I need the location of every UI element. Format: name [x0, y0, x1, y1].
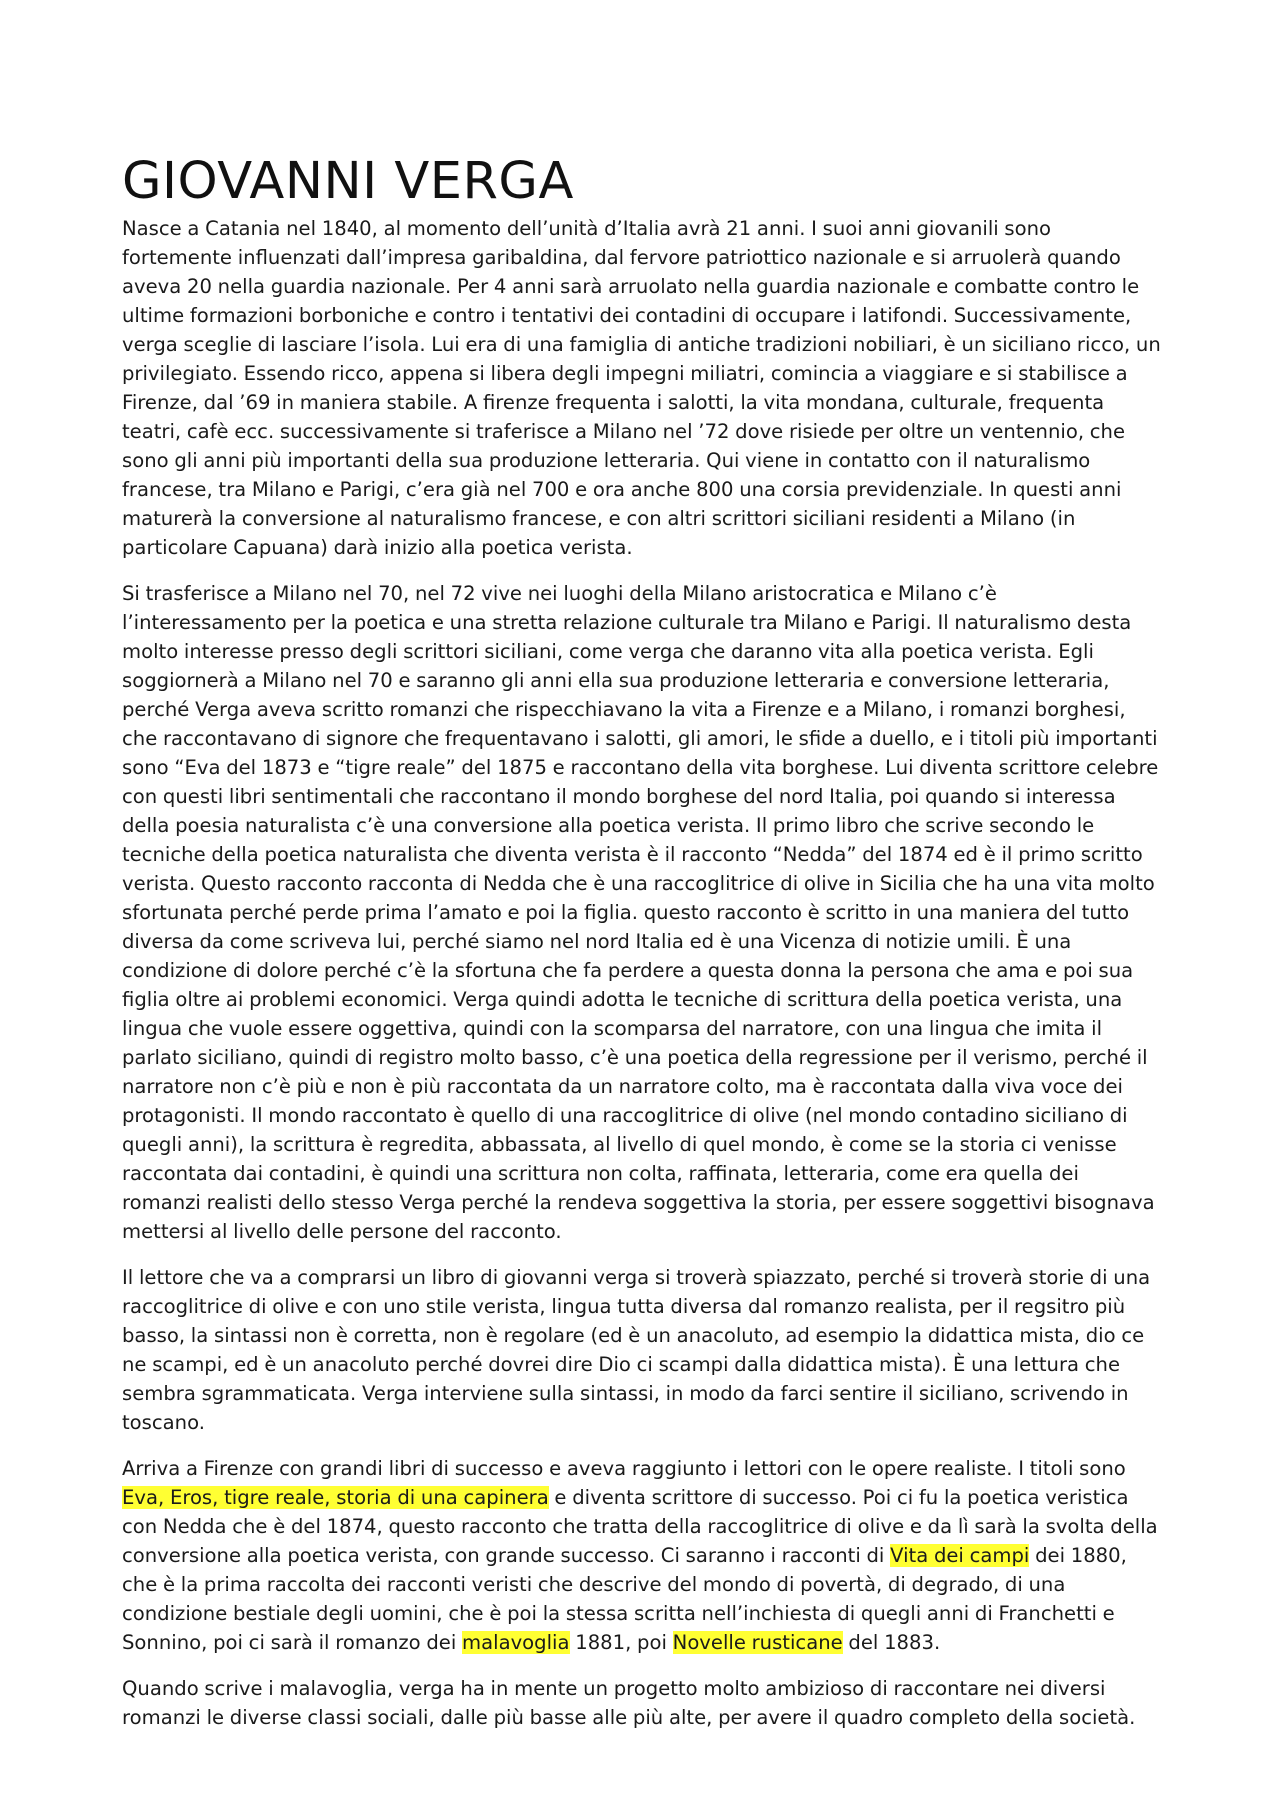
paragraph — [122, 579, 1162, 1246]
paragraph-text: Si trasferisce a Milano nel 70, nel 72 vive nei luoghi della Milano aristocratica e Milano c’è l’interessamento per la poetica e una stretta relazione culturale tra Milano e Parigi. Il naturalismo desta molto interesse presso degli scrittori siciliani, come verga che daranno vita alla poetica verista. Egli soggiornerà a Milano nel 70 e saranno gli anni ella sua produzione letteraria e conversione letteraria, perché Verga aveva scritto romanzi che rispecchiavano la vita a Firenze e a Milano, i romanzi borghesi, che raccontavano di signore che frequentavano i salotti, gli amori, le sfide a duello, e i titoli più importanti sono “Eva del 1873 e “tigre reale” del 1875 e raccontano della vita borghese. Lui diventa scrittore celebre con questi libri sentimentali che raccontano il mondo borghese del nord Italia, poi quando si interessa della poesia naturalista c’è una conversione alla poetica verista. Il primo libro che scrive secondo le tecniche della poetica naturalista che diventa verista è il racconto “Nedda” del 1874 ed è il primo scritto verista. Questo racconto racconta di Nedda che è una raccoglitrice di olive in Sicilia che ha una vita molto sfortunata perché perde prima l’amato e poi la figlia. questo racconto è scritto in una maniera del tutto diversa da come scriveva lui, perché siamo nel nord Italia ed è una Vicenza di notizie umili. È una condizione di dolore perché c’è la sfortuna che fa perdere a questa donna la persona che ama e poi sua figlia oltre ai problemi economici. Verga quindi adotta le tecniche di scrittura della poetica verista, una lingua che vuole essere oggettiva, quindi con la scomparsa del narratore, con una lingua che imita il parlato siciliano, quindi di registro molto basso, c’è una poetica della regressione per il verismo, perché il narratore non c’è più e non è più raccontata da un narratore colto, ma è raccontata dalla viva voce dei protagonisti. Il mondo raccontato è quello di una raccoglitrice di olive (nel mondo contadino siciliano di quegli anni), la scrittura è regredita, abbassata, al livello di quel mondo, è come se la storia ci venisse raccontata dai contadini, è quindi una scrittura non colta, raffinata, letteraria, come era quella dei romanzi realisti dello stesso Verga perché la rendeva soggettiva la storia, per essere soggettivi bisognava mettersi al livello delle persone del racconto. — [122, 582, 1159, 1243]
paragraph-text: Nasce a Catania nel 1840, al momento dell’unità d’Italia avrà 21 anni. I suoi anni giovanili sono fortemente influenzati dall’impresa garibaldina, dal fervore patriottico nazionale e si arruolerà quando aveva 20 nella guardia nazionale. Per 4 anni sarà arruolato nella guardia nazionale e combatte contro le ultime formazioni borboniche e contro i tentativi dei contadini di occupare i latifondi. Successivamente, verga sceglie di lasciare l’isola. Lui era di una famiglia di antiche tradizioni nobiliari, è un siciliano ricco, un privilegiato. Essendo ricco, appena si libera degli impegni miliatri, comincia a viaggiare e si stabilisce a Firenze, dal ’69 in maniera stabile. A firenze frequenta i salotti, la vita mondana, culturale, frequenta teatri, cafè ecc. successivamente si traferisce a Milano nel ’72 dove risiede per oltre un ventennio, che sono gli anni più importanti della sua produzione letteraria. Qui viene in contatto con il naturalismo francese, tra Milano e Parigi, c’era già nel 700 e ora anche 800 una corsia previdenziale. In questi anni maturerà la conversione al naturalismo francese, e con altri scrittori siciliani residenti a Milano (in particolare Capuana) darà inizio alla poetica verista. — [122, 217, 1161, 559]
paragraph — [122, 1454, 1162, 1657]
paragraph — [122, 214, 1162, 562]
paragraph — [122, 1263, 1162, 1437]
paragraph-text: Il lettore che va a comprarsi un libro di giovanni verga si troverà spiazzato, perché si troverà storie di una raccoglitrice di olive e con uno stile verista, lingua tutta diversa dal romanzo realista, per il regsitro più basso, la sintassi non è corretta, non è regolare (ed è un anacoluto, ad esempio la didattica mista, dio ce ne scampi, ed è un anacoluto perché dovrei dire Dio ci scampi dalla didattica mista). È una lettura che sembra sgrammaticata. Verga interviene sulla sintassi, in modo da farci sentire il siciliano, scrivendo in toscano. — [122, 1266, 1151, 1434]
paragraph-container — [122, 214, 1162, 1732]
paragraph-text: dei 1880, che è la prima raccolta dei racconti veristi che descrive del mondo di povertà, di degrado, di una condizione bestiale degli uomini, che è poi la stessa scritta nell’inchiesta di quegli anni di Franchetti e Sonnino, poi ci sarà il romanzo dei — [122, 1544, 1127, 1654]
document-body — [122, 150, 1162, 1749]
paragraph — [122, 1674, 1162, 1732]
paragraph-text: del 1883. — [842, 1631, 941, 1654]
paragraph-text: e diventa scrittore di successo. Poi ci fu la poetica veristica con Nedda che è del 1874, questo racconto che tratta della raccoglitrice di olive e da lì sarà la svolta della conversione alla poetica verista, con grande successo. Ci saranno i racconti di — [122, 1486, 1158, 1567]
highlighted-text: Eva, Eros, tigre reale, storia di una capinera — [122, 1486, 549, 1509]
paragraph-text: Quando scrive i malavoglia, verga ha in mente un progetto molto ambizioso di raccontare nei diversi romanzi le diverse classi sociali, dalle più basse alle più alte, per avere il quadro completo della società. — [122, 1677, 1136, 1729]
highlighted-text: malavoglia — [462, 1631, 570, 1654]
highlighted-text: Vita dei campi — [890, 1544, 1030, 1567]
document-title: GIOVANNI VERGA — [122, 152, 574, 211]
highlighted-text: Novelle rusticane — [672, 1631, 843, 1654]
paragraph-text: Arriva a Firenze con grandi libri di successo e aveva raggiunto i lettori con le opere realiste. I titoli sono — [122, 1457, 1126, 1480]
paragraph-text: 1881, poi — [569, 1631, 673, 1654]
